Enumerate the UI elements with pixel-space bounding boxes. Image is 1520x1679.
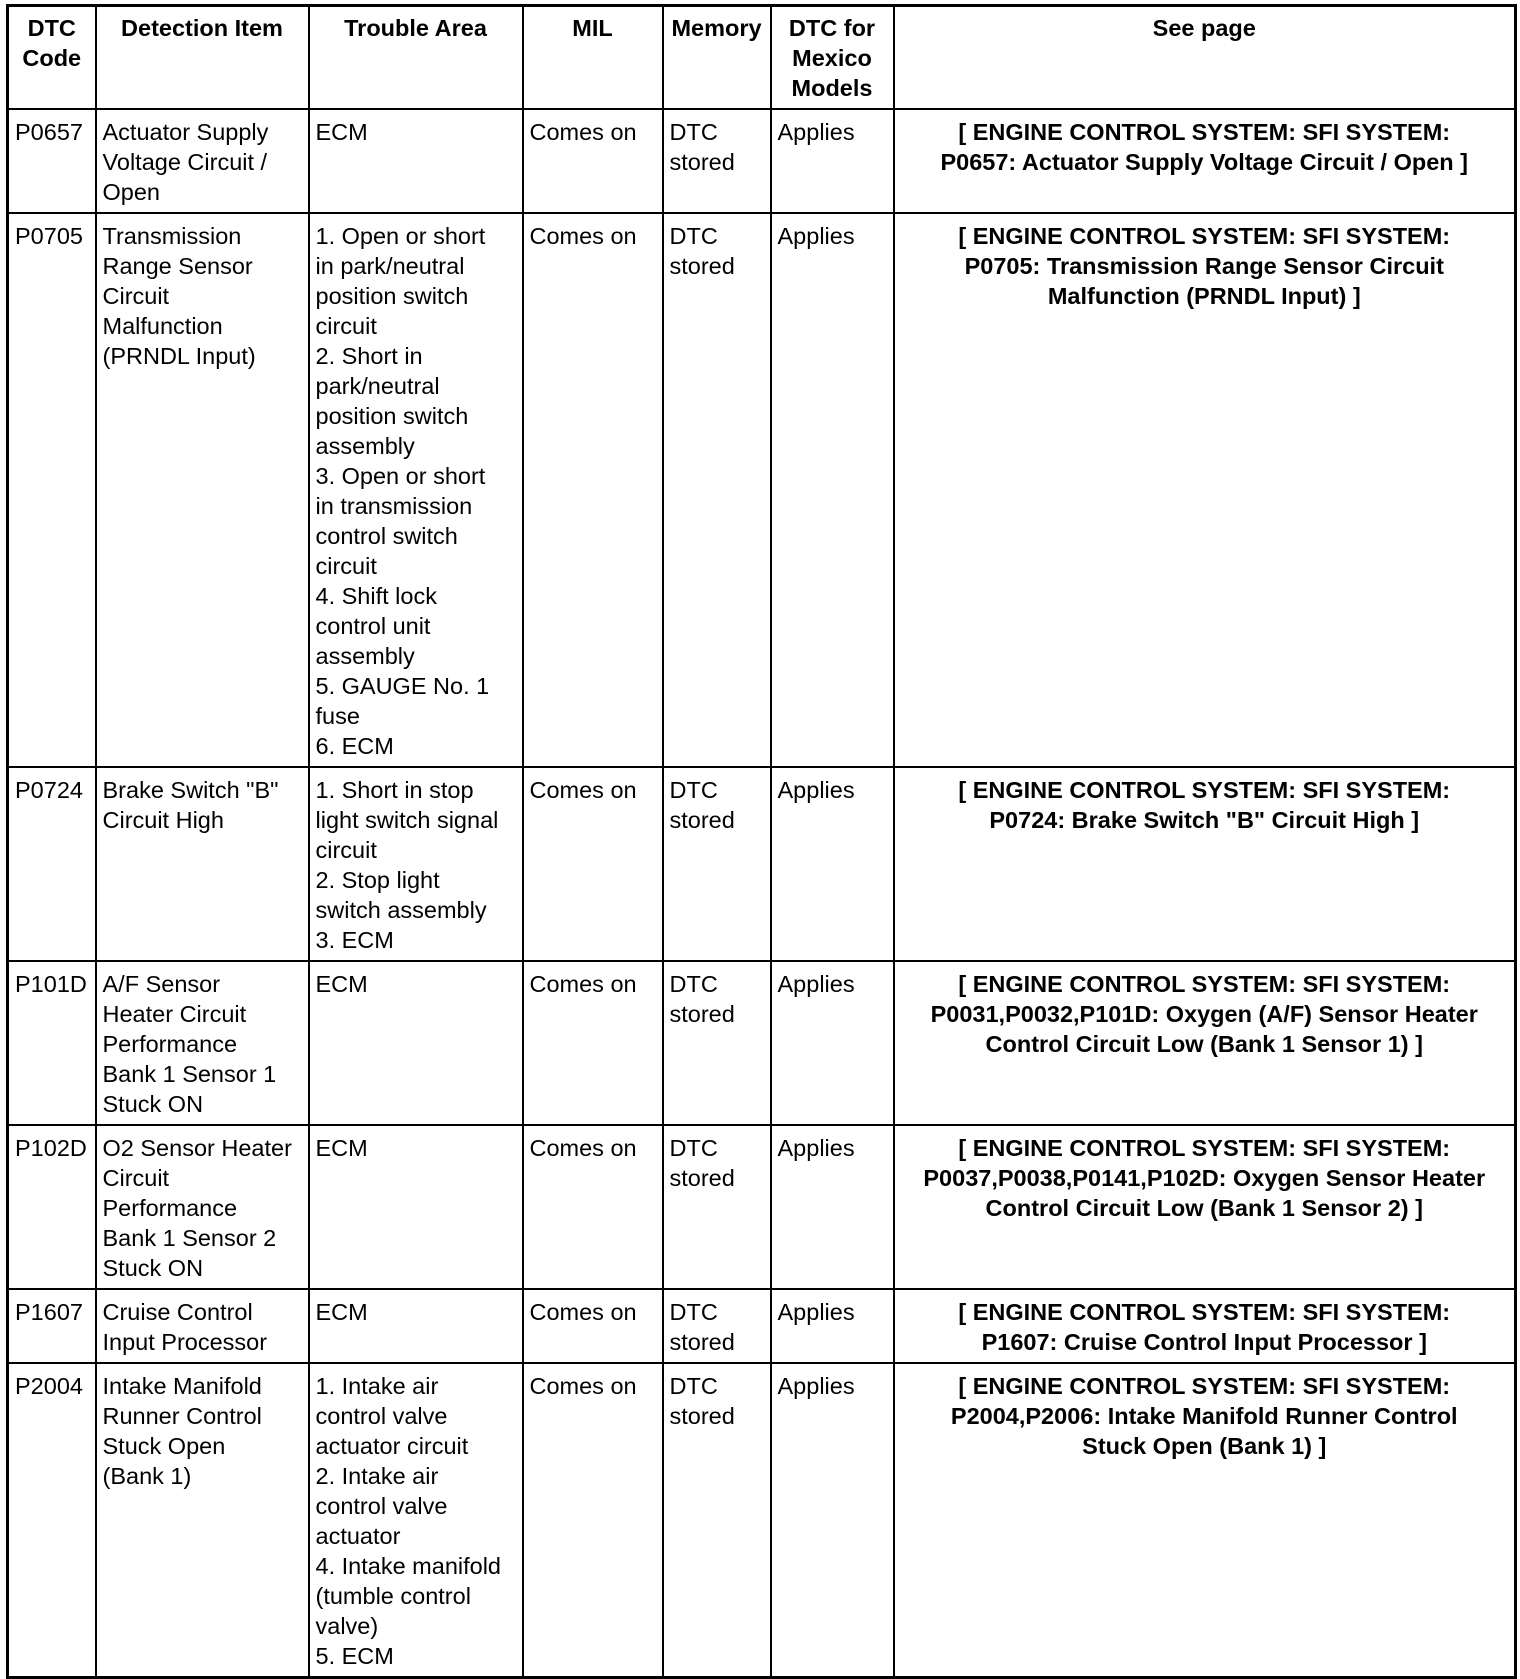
cell-see-page-link-line: [ ENGINE CONTROL SYSTEM: SFI SYSTEM: — [958, 1373, 1451, 1399]
cell-see-page-link[interactable] — [894, 213, 1516, 767]
cell-detection-item — [96, 1363, 309, 1678]
cell-see-page-link-line: [ ENGINE CONTROL SYSTEM: SFI SYSTEM: — [958, 971, 1451, 997]
cell-trouble-area-line: 1. Intake air — [315, 1373, 439, 1399]
cell-detection-item-line: Transmission — [102, 223, 242, 249]
cell-dtc-code-text: P0705 — [15, 223, 83, 249]
cell-dtc-code-text: P101D — [15, 971, 87, 997]
cell-trouble-area-line: 5. ECM — [315, 1643, 394, 1669]
cell-dtc-code-text: P1607 — [15, 1299, 83, 1325]
cell-detection-item-line: Circuit — [102, 283, 170, 309]
cell-trouble-area — [309, 961, 523, 1125]
cell-detection-item-line: Heater Circuit — [102, 1001, 247, 1027]
cell-trouble-area-line: (tumble control — [315, 1583, 471, 1609]
cell-dtc-mexico-text: Applies — [777, 119, 855, 145]
cell-memory-line: stored — [669, 1403, 735, 1429]
header-trouble-area: Trouble Area — [309, 6, 523, 110]
cell-dtc-code — [8, 109, 96, 213]
cell-dtc-mexico-text: Applies — [777, 777, 855, 803]
cell-detection-item — [96, 767, 309, 961]
cell-detection-item-line: Stuck ON — [102, 1091, 204, 1117]
cell-mil — [523, 213, 663, 767]
cell-dtc-mexico-text: Applies — [777, 971, 855, 997]
cell-mil-text: Comes on — [529, 223, 637, 249]
cell-trouble-area-line: 2. Stop light — [315, 867, 440, 893]
cell-detection-item-line: Performance — [102, 1195, 238, 1221]
cell-trouble-area — [309, 767, 523, 961]
cell-trouble-area-line: park/neutral — [315, 373, 440, 399]
cell-mil-text: Comes on — [529, 971, 637, 997]
cell-trouble-area-line: ECM — [315, 1299, 368, 1325]
cell-detection-item-line: A/F Sensor — [102, 971, 221, 997]
cell-memory-line: DTC — [669, 777, 718, 803]
cell-see-page-link-line: P0705: Transmission Range Sensor Circuit — [964, 253, 1444, 279]
table-row — [8, 767, 1516, 961]
cell-dtc-code-text: P2004 — [15, 1373, 83, 1399]
cell-trouble-area-line: control valve — [315, 1493, 448, 1519]
cell-dtc-mexico — [771, 109, 894, 213]
cell-dtc-code — [8, 767, 96, 961]
cell-trouble-area-line: 4. Shift lock — [315, 583, 437, 609]
cell-see-page-link-line: Stuck Open (Bank 1) ] — [1082, 1433, 1327, 1459]
cell-trouble-area-line: 3. Open or short — [315, 463, 486, 489]
cell-detection-item-line: Circuit High — [102, 807, 224, 833]
cell-trouble-area-line: in transmission — [315, 493, 473, 519]
cell-memory-line: stored — [669, 253, 735, 279]
cell-see-page-link-line: Control Circuit Low (Bank 1 Sensor 1) ] — [985, 1031, 1423, 1057]
cell-trouble-area-line: assembly — [315, 433, 415, 459]
dtc-table — [6, 4, 1517, 1679]
header-row — [8, 6, 1516, 110]
cell-detection-item-line: Malfunction — [102, 313, 223, 339]
cell-mil-text: Comes on — [529, 1373, 637, 1399]
cell-dtc-code-text: P102D — [15, 1135, 87, 1161]
cell-see-page-link[interactable] — [894, 1289, 1516, 1363]
table-row — [8, 109, 1516, 213]
cell-mil — [523, 1125, 663, 1289]
cell-trouble-area-line: 2. Intake air — [315, 1463, 439, 1489]
cell-detection-item-line: Voltage Circuit / — [102, 149, 268, 175]
cell-see-page-link[interactable] — [894, 109, 1516, 213]
cell-mil-text: Comes on — [529, 1135, 637, 1161]
cell-memory-line: DTC — [669, 1135, 718, 1161]
cell-trouble-area-line: fuse — [315, 703, 360, 729]
cell-detection-item — [96, 109, 309, 213]
cell-mil — [523, 961, 663, 1125]
cell-dtc-mexico — [771, 1289, 894, 1363]
cell-detection-item-line: Open — [102, 179, 160, 205]
table-row — [8, 1289, 1516, 1363]
cell-dtc-mexico — [771, 961, 894, 1125]
cell-dtc-mexico-text: Applies — [777, 1373, 855, 1399]
cell-detection-item-line: Bank 1 Sensor 1 — [102, 1061, 277, 1087]
cell-detection-item-line: Stuck Open — [102, 1433, 226, 1459]
cell-detection-item-line: Brake Switch "B" — [102, 777, 279, 803]
cell-trouble-area-line: switch assembly — [315, 897, 487, 923]
cell-see-page-link[interactable] — [894, 767, 1516, 961]
cell-see-page-link-line: P2004,P2006: Intake Manifold Runner Control — [950, 1403, 1458, 1429]
cell-trouble-area — [309, 1289, 523, 1363]
cell-detection-item-line: Cruise Control — [102, 1299, 253, 1325]
cell-memory — [663, 1363, 771, 1678]
cell-detection-item-line: (PRNDL Input) — [102, 343, 256, 369]
cell-dtc-code-text: P0724 — [15, 777, 83, 803]
cell-detection-item — [96, 1289, 309, 1363]
cell-detection-item-line: Runner Control — [102, 1403, 262, 1429]
cell-trouble-area-line: ECM — [315, 971, 368, 997]
cell-trouble-area-line: control switch — [315, 523, 458, 549]
cell-dtc-code — [8, 1125, 96, 1289]
cell-trouble-area-line: ECM — [315, 119, 368, 145]
cell-see-page-link-line: P0037,P0038,P0141,P102D: Oxygen Sensor Heater — [923, 1165, 1486, 1191]
cell-dtc-code — [8, 1289, 96, 1363]
cell-trouble-area-line: valve) — [315, 1613, 379, 1639]
cell-trouble-area-line: 1. Short in stop — [315, 777, 474, 803]
cell-dtc-mexico-text: Applies — [777, 223, 855, 249]
cell-memory-line: DTC — [669, 1373, 718, 1399]
cell-dtc-mexico-text: Applies — [777, 1299, 855, 1325]
cell-see-page-link-line: [ ENGINE CONTROL SYSTEM: SFI SYSTEM: — [958, 1135, 1451, 1161]
cell-see-page-link-line: [ ENGINE CONTROL SYSTEM: SFI SYSTEM: — [958, 1299, 1451, 1325]
cell-dtc-code — [8, 961, 96, 1125]
cell-memory — [663, 109, 771, 213]
table-row — [8, 1363, 1516, 1678]
cell-detection-item — [96, 213, 309, 767]
cell-see-page-link[interactable] — [894, 1363, 1516, 1678]
cell-memory-line: DTC — [669, 119, 718, 145]
cell-memory — [663, 213, 771, 767]
header-dtc-code: DTC Code — [8, 6, 96, 110]
cell-trouble-area-line: 2. Short in — [315, 343, 423, 369]
cell-memory-line: stored — [669, 1001, 735, 1027]
cell-trouble-area-line: circuit — [315, 837, 377, 863]
cell-detection-item-line: Actuator Supply — [102, 119, 269, 145]
cell-dtc-mexico-text: Applies — [777, 1135, 855, 1161]
cell-see-page-link-line: Malfunction (PRNDL Input) ] — [1047, 283, 1361, 309]
cell-dtc-mexico — [771, 213, 894, 767]
cell-see-page-link-line: P1607: Cruise Control Input Processor ] — [981, 1329, 1427, 1355]
cell-memory-line: DTC — [669, 223, 718, 249]
cell-trouble-area-line: 6. ECM — [315, 733, 394, 759]
cell-trouble-area — [309, 1125, 523, 1289]
cell-mil — [523, 1363, 663, 1678]
cell-trouble-area-line: actuator — [315, 1523, 401, 1549]
cell-detection-item-line: Bank 1 Sensor 2 — [102, 1225, 277, 1251]
cell-detection-item-line: Performance — [102, 1031, 238, 1057]
cell-memory — [663, 1125, 771, 1289]
cell-detection-item — [96, 961, 309, 1125]
cell-trouble-area-line: position switch — [315, 403, 469, 429]
cell-mil — [523, 1289, 663, 1363]
cell-memory — [663, 1289, 771, 1363]
cell-trouble-area-line: 4. Intake manifold — [315, 1553, 501, 1579]
cell-dtc-mexico — [771, 1125, 894, 1289]
cell-mil — [523, 767, 663, 961]
cell-trouble-area-line: light switch signal — [315, 807, 499, 833]
cell-trouble-area — [309, 109, 523, 213]
cell-detection-item-line: Stuck ON — [102, 1255, 204, 1281]
cell-mil-text: Comes on — [529, 119, 637, 145]
cell-detection-item-line: Intake Manifold — [102, 1373, 262, 1399]
cell-see-page-link-line: Control Circuit Low (Bank 1 Sensor 2) ] — [985, 1195, 1423, 1221]
cell-trouble-area-line: actuator circuit — [315, 1433, 469, 1459]
cell-trouble-area — [309, 1363, 523, 1678]
cell-dtc-mexico — [771, 1363, 894, 1678]
cell-memory-line: stored — [669, 807, 735, 833]
cell-detection-item-line: (Bank 1) — [102, 1463, 192, 1489]
header-see-page: See page — [894, 6, 1516, 110]
cell-trouble-area — [309, 213, 523, 767]
table-row — [8, 961, 1516, 1125]
cell-memory-line: stored — [669, 1165, 735, 1191]
cell-trouble-area-line: assembly — [315, 643, 415, 669]
cell-trouble-area-line: control unit — [315, 613, 431, 639]
cell-trouble-area-line: 1. Open or short — [315, 223, 486, 249]
cell-detection-item-line: O2 Sensor Heater — [102, 1135, 292, 1161]
cell-dtc-code-text: P0657 — [15, 119, 83, 145]
cell-trouble-area-line: position switch — [315, 283, 469, 309]
cell-trouble-area-line: 3. ECM — [315, 927, 394, 953]
table-row — [8, 213, 1516, 767]
cell-trouble-area-line: control valve — [315, 1403, 448, 1429]
cell-trouble-area-line: circuit — [315, 313, 377, 339]
cell-see-page-link[interactable] — [894, 1125, 1516, 1289]
header-memory: Memory — [663, 6, 771, 110]
cell-memory-line: DTC — [669, 971, 718, 997]
cell-memory-line: DTC — [669, 1299, 718, 1325]
cell-see-page-link-line: P0657: Actuator Supply Voltage Circuit / Open ] — [940, 149, 1469, 175]
cell-memory-line: stored — [669, 1329, 735, 1355]
cell-detection-item-line: Range Sensor — [102, 253, 253, 279]
cell-mil-text: Comes on — [529, 777, 637, 803]
cell-trouble-area-line: in park/neutral — [315, 253, 465, 279]
dtc-table-body — [8, 109, 1516, 1678]
cell-memory — [663, 767, 771, 961]
cell-see-page-link-line: [ ENGINE CONTROL SYSTEM: SFI SYSTEM: — [958, 223, 1451, 249]
cell-mil — [523, 109, 663, 213]
cell-detection-item-line: Circuit — [102, 1165, 170, 1191]
cell-see-page-link-line: [ ENGINE CONTROL SYSTEM: SFI SYSTEM: — [958, 119, 1451, 145]
table-row — [8, 1125, 1516, 1289]
cell-detection-item-line: Input Processor — [102, 1329, 268, 1355]
cell-see-page-link[interactable] — [894, 961, 1516, 1125]
cell-dtc-code — [8, 1363, 96, 1678]
cell-memory-line: stored — [669, 149, 735, 175]
cell-dtc-mexico — [771, 767, 894, 961]
cell-trouble-area-line: circuit — [315, 553, 377, 579]
header-dtc-mexico: DTC for Mexico Models — [771, 6, 894, 110]
cell-dtc-code — [8, 213, 96, 767]
header-detection-item: Detection Item — [96, 6, 309, 110]
cell-trouble-area-line: 5. GAUGE No. 1 — [315, 673, 490, 699]
cell-trouble-area-line: ECM — [315, 1135, 368, 1161]
cell-memory — [663, 961, 771, 1125]
cell-see-page-link-line: P0031,P0032,P101D: Oxygen (A/F) Sensor Heater — [930, 1001, 1478, 1027]
cell-detection-item — [96, 1125, 309, 1289]
cell-mil-text: Comes on — [529, 1299, 637, 1325]
cell-see-page-link-line: P0724: Brake Switch "B" Circuit High ] — [989, 807, 1420, 833]
header-mil: MIL — [523, 6, 663, 110]
cell-see-page-link-line: [ ENGINE CONTROL SYSTEM: SFI SYSTEM: — [958, 777, 1451, 803]
